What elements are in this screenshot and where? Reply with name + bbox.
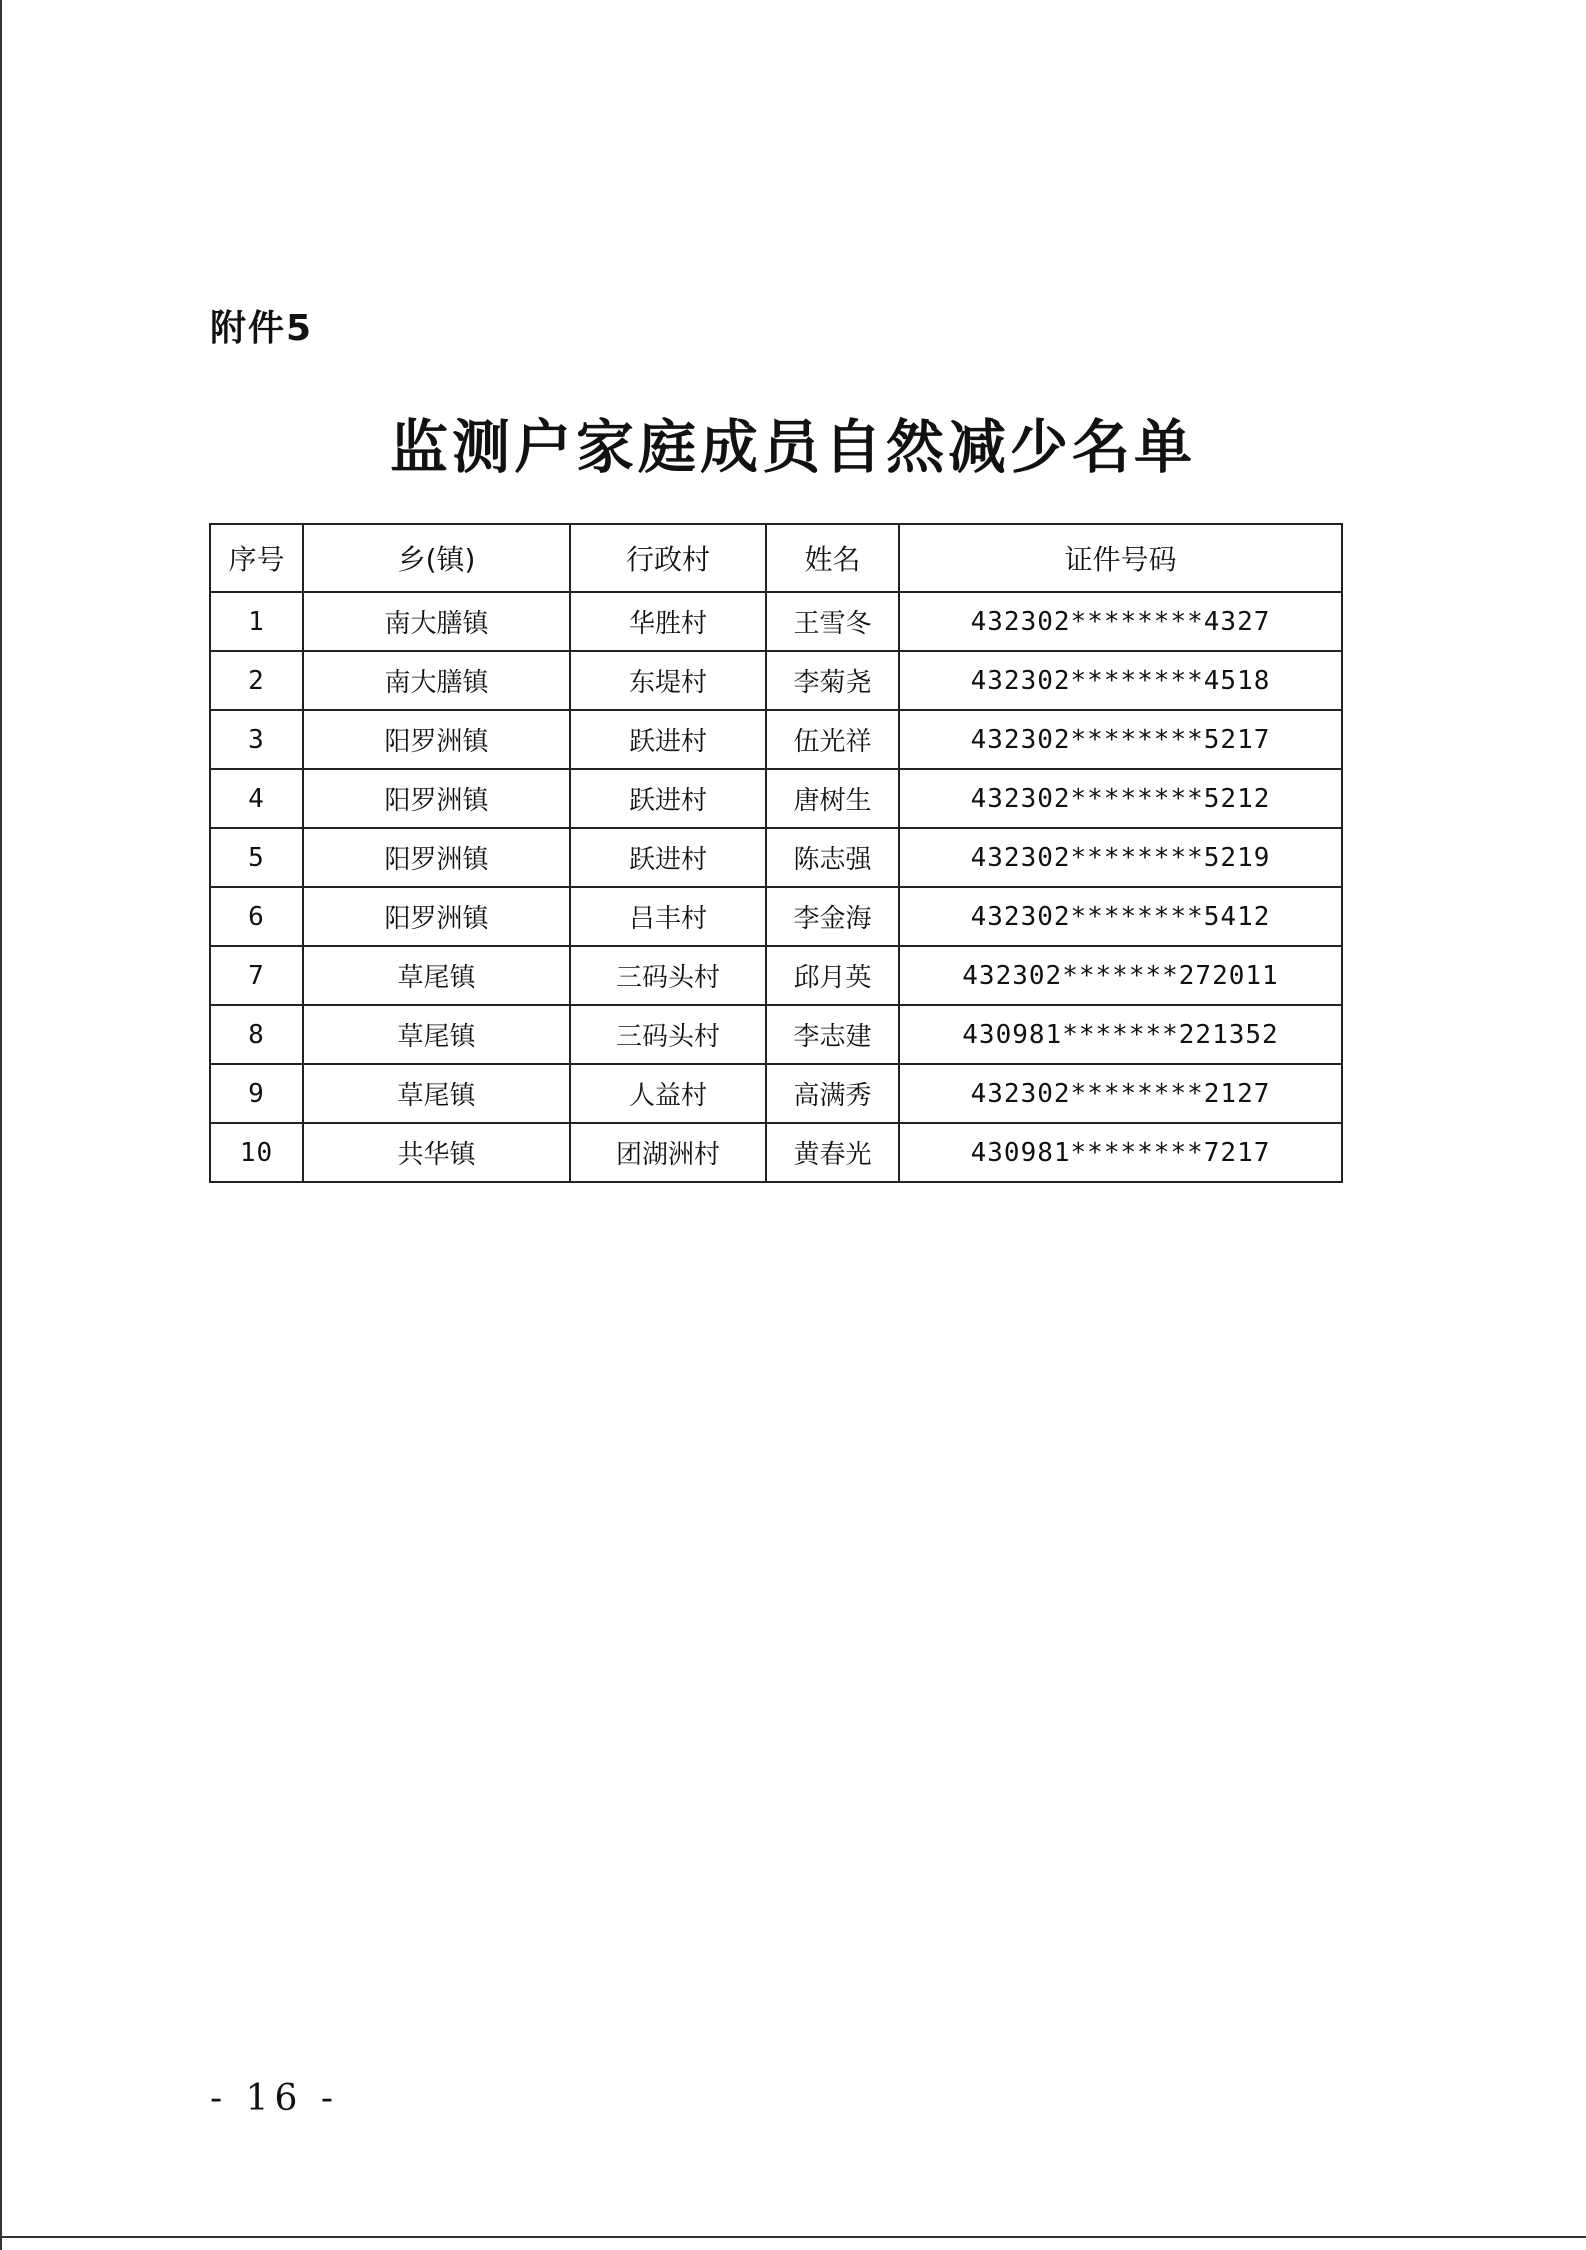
document-title: 监测户家庭成员自然减少名单 bbox=[389, 413, 1196, 481]
page-edge-left bbox=[0, 0, 2, 2250]
attachment-label: 附件5 bbox=[210, 308, 314, 349]
table-row bbox=[210, 887, 1342, 946]
page-number: - 16 - bbox=[210, 2078, 340, 2119]
cell-village: 人益村 bbox=[570, 1064, 766, 1123]
cell-name: 伍光祥 bbox=[766, 710, 899, 769]
cell-name: 李金海 bbox=[766, 887, 899, 946]
table-row bbox=[210, 592, 1342, 651]
cell-village: 三码头村 bbox=[570, 946, 766, 1005]
table-header-row bbox=[210, 524, 1342, 592]
cell-serial: 6 bbox=[210, 887, 303, 946]
cell-township: 南大膳镇 bbox=[303, 592, 570, 651]
header-village: 行政村 bbox=[570, 524, 766, 592]
table-row bbox=[210, 828, 1342, 887]
table-row bbox=[210, 1064, 1342, 1123]
cell-township: 南大膳镇 bbox=[303, 651, 570, 710]
cell-name: 唐树生 bbox=[766, 769, 899, 828]
table-row bbox=[210, 946, 1342, 1005]
cell-serial: 5 bbox=[210, 828, 303, 887]
cell-township: 草尾镇 bbox=[303, 1005, 570, 1064]
table-row bbox=[210, 710, 1342, 769]
cell-serial: 8 bbox=[210, 1005, 303, 1064]
cell-id-number: 432302********5412 bbox=[899, 887, 1342, 946]
cell-id-number: 432302********5219 bbox=[899, 828, 1342, 887]
cell-village: 三码头村 bbox=[570, 1005, 766, 1064]
cell-name: 李菊尧 bbox=[766, 651, 899, 710]
table-row bbox=[210, 769, 1342, 828]
cell-serial: 3 bbox=[210, 710, 303, 769]
cell-serial: 1 bbox=[210, 592, 303, 651]
cell-serial: 2 bbox=[210, 651, 303, 710]
table-row bbox=[210, 1005, 1342, 1064]
cell-id-number: 432302********5217 bbox=[899, 710, 1342, 769]
cell-township: 阳罗洲镇 bbox=[303, 828, 570, 887]
cell-name: 王雪冬 bbox=[766, 592, 899, 651]
header-serial: 序号 bbox=[210, 524, 303, 592]
cell-township: 草尾镇 bbox=[303, 946, 570, 1005]
header-name: 姓名 bbox=[766, 524, 899, 592]
page-edge-bottom bbox=[0, 2236, 1586, 2238]
cell-name: 陈志强 bbox=[766, 828, 899, 887]
cell-township: 草尾镇 bbox=[303, 1064, 570, 1123]
header-id-number: 证件号码 bbox=[899, 524, 1342, 592]
cell-id-number: 432302*******272011 bbox=[899, 946, 1342, 1005]
cell-village: 跃进村 bbox=[570, 769, 766, 828]
cell-village: 吕丰村 bbox=[570, 887, 766, 946]
cell-serial: 7 bbox=[210, 946, 303, 1005]
cell-name: 高满秀 bbox=[766, 1064, 899, 1123]
cell-id-number: 430981*******221352 bbox=[899, 1005, 1342, 1064]
cell-id-number: 432302********4327 bbox=[899, 592, 1342, 651]
cell-serial: 4 bbox=[210, 769, 303, 828]
cell-village: 团湖洲村 bbox=[570, 1123, 766, 1182]
cell-name: 邱月英 bbox=[766, 946, 899, 1005]
cell-name: 黄春光 bbox=[766, 1123, 899, 1182]
cell-township: 共华镇 bbox=[303, 1123, 570, 1182]
cell-township: 阳罗洲镇 bbox=[303, 887, 570, 946]
cell-serial: 10 bbox=[210, 1123, 303, 1182]
cell-serial: 9 bbox=[210, 1064, 303, 1123]
cell-village: 华胜村 bbox=[570, 592, 766, 651]
member-reduction-table bbox=[209, 523, 1343, 1183]
cell-id-number: 432302********4518 bbox=[899, 651, 1342, 710]
cell-township: 阳罗洲镇 bbox=[303, 769, 570, 828]
table-row bbox=[210, 1123, 1342, 1182]
cell-id-number: 432302********5212 bbox=[899, 769, 1342, 828]
cell-id-number: 432302********2127 bbox=[899, 1064, 1342, 1123]
cell-village: 跃进村 bbox=[570, 828, 766, 887]
table-row bbox=[210, 651, 1342, 710]
cell-village: 东堤村 bbox=[570, 651, 766, 710]
cell-township: 阳罗洲镇 bbox=[303, 710, 570, 769]
cell-id-number: 430981********7217 bbox=[899, 1123, 1342, 1182]
header-township: 乡(镇) bbox=[303, 524, 570, 592]
cell-name: 李志建 bbox=[766, 1005, 899, 1064]
cell-village: 跃进村 bbox=[570, 710, 766, 769]
